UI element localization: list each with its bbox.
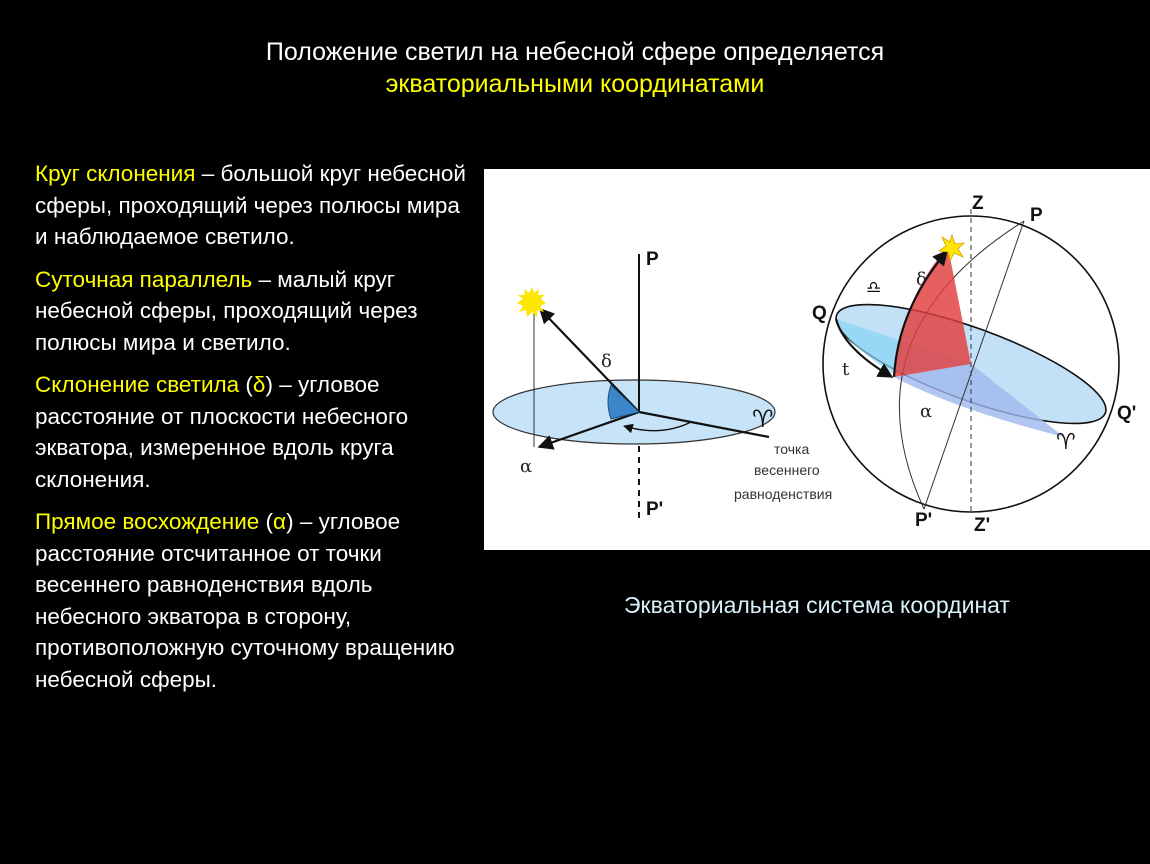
- right-alpha-label: α: [920, 401, 933, 422]
- t-label: t: [842, 359, 850, 380]
- title-line-2: экваториальными координатами: [385, 70, 765, 98]
- left-alpha-label: α: [520, 456, 533, 477]
- sun-icon: [517, 287, 546, 317]
- symbol-delta: δ: [252, 372, 266, 397]
- symbol-alpha: α: [273, 509, 287, 534]
- equinox-label-1: точка: [774, 441, 810, 457]
- definition-right-ascension: [35, 506, 475, 695]
- right-diagram: [812, 193, 1136, 536]
- term-diurnal-parallel: Суточная параллель: [35, 266, 253, 292]
- q-prime-label: Q': [1117, 403, 1137, 424]
- right-pole-north-label: P: [1030, 205, 1043, 226]
- equinox-label-3: равноденствия: [734, 486, 833, 502]
- right-pole-south-label: P': [915, 510, 933, 531]
- equinox-label-2: весеннего: [754, 462, 820, 478]
- left-pole-north-label: P: [646, 249, 659, 270]
- left-diagram: [493, 249, 832, 520]
- definition-diurnal-parallel: [35, 264, 475, 359]
- diagram-svg: [484, 169, 1150, 550]
- q-label: Q: [812, 303, 827, 324]
- paren-close: ): [265, 372, 273, 397]
- equatorial-diagram: [484, 169, 1150, 550]
- title-line-1: Положение светил на небесной сфере определяется: [265, 38, 885, 66]
- left-delta-label: δ: [601, 351, 612, 372]
- paren-open: (: [259, 509, 274, 534]
- diagram-caption: Экваториальная система координат: [624, 592, 1010, 618]
- definition-text: – малый круг небесной сферы, проходящий через полюсы мира и светило.: [35, 266, 418, 355]
- definition-text: – большой круг небесной сферы, проходящий через полюсы мира и наблюдаемое светило.: [35, 161, 466, 249]
- right-aries-icon: ♈: [1056, 429, 1076, 454]
- slide-title: [0, 36, 1150, 100]
- left-pole-south-label: P': [646, 499, 664, 520]
- definition-declination-circle: [35, 158, 475, 253]
- left-aries-icon: ♈: [752, 406, 774, 433]
- zenith-label: Z: [972, 193, 984, 214]
- term-declination: Склонение светила: [35, 372, 240, 397]
- libra-icon: ♎: [866, 278, 882, 297]
- definition-text: – угловое расстояние отсчитанное от точки весеннего равноденствия вдоль небесного экватора в сторону, противоположную суточному вращению небесной сферы.: [35, 509, 455, 692]
- term-right-ascension: Прямое восхождение: [35, 509, 260, 534]
- definitions-text: [35, 158, 475, 706]
- nadir-label: Z': [974, 515, 991, 536]
- definition-declination: [35, 369, 475, 495]
- right-delta-label: δ: [916, 269, 927, 290]
- term-declination-circle: Круг склонения: [35, 161, 196, 186]
- definition-text: – угловое расстояние от плоскости небесного экватора, измеренное вдоль круга склонения.: [35, 372, 409, 492]
- paren-close: ): [286, 509, 294, 534]
- paren-open: (: [239, 372, 253, 397]
